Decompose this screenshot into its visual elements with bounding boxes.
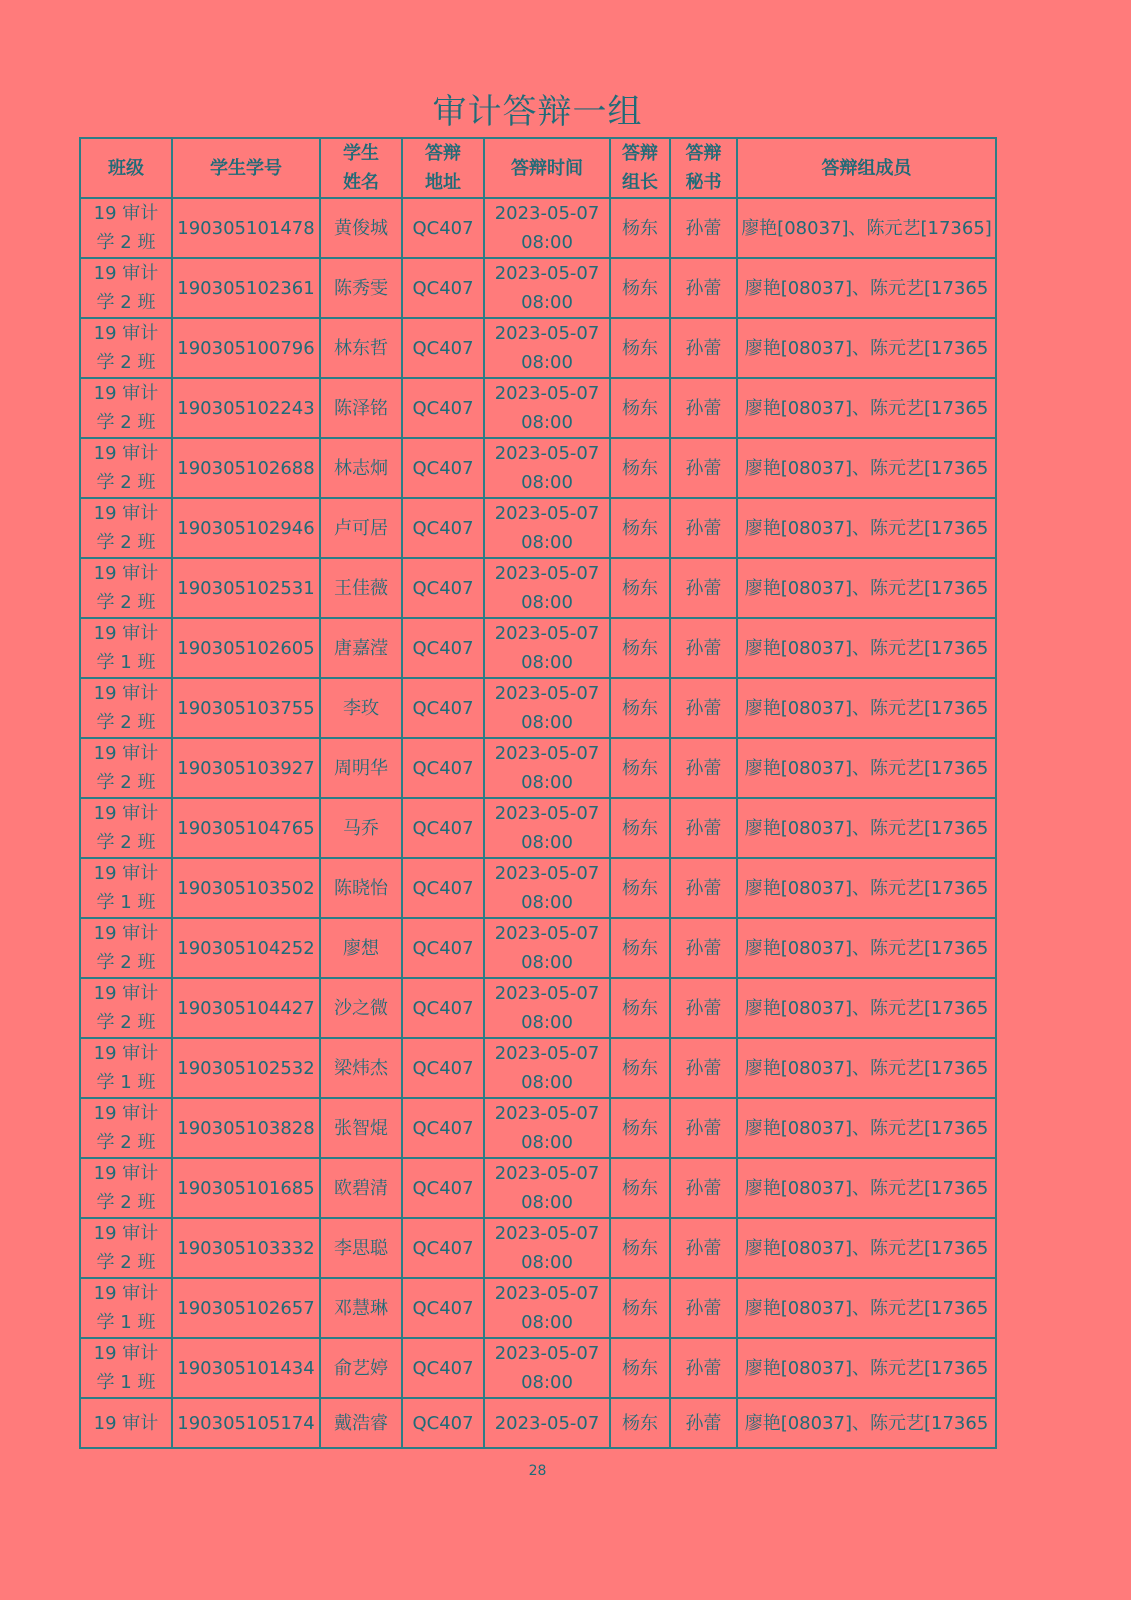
cell-student-id: 190305101685 [172,1158,320,1218]
defense-hour: 08:00 [521,952,573,973]
cell-student-id: 190305103927 [172,738,320,798]
defense-date: 2023-05-07 [494,203,600,224]
cell-student-id: 190305102946 [172,498,320,558]
table-row [80,1158,996,1218]
defense-hour: 08:00 [521,772,573,793]
cell-secretary: 孙蕾 [670,378,737,438]
cell-student-name: 陈晓怡 [320,858,402,918]
table-row [80,1338,996,1398]
cell-address: QC407 [402,798,484,858]
header-address [402,138,484,198]
cell-defense-time [484,678,610,738]
table-row [80,1098,996,1158]
defense-date: 2023-05-07 [494,323,600,344]
cell-leader: 杨东 [610,498,670,558]
cell-student-id: 190305104765 [172,798,320,858]
cell-student-id: 190305105174 [172,1398,320,1448]
class-line2: 学 2 班 [96,832,156,853]
class-line2: 学 1 班 [96,892,156,913]
cell-secretary: 孙蕾 [670,1038,737,1098]
cell-secretary: 孙蕾 [670,858,737,918]
cell-student-name: 张智焜 [320,1098,402,1158]
table-body [80,198,996,1448]
defense-hour: 08:00 [521,592,573,613]
cell-members: 廖艳[08037]、陈元艺[17365 [737,378,996,438]
cell-leader: 杨东 [610,978,670,1038]
cell-student-name: 林志炯 [320,438,402,498]
class-line1: 19 审计 [93,563,159,584]
defense-schedule-table [79,137,997,1449]
cell-address: QC407 [402,1218,484,1278]
header-leader [610,138,670,198]
cell-student-name: 王佳薇 [320,558,402,618]
cell-leader: 杨东 [610,1338,670,1398]
cell-address: QC407 [402,198,484,258]
cell-secretary: 孙蕾 [670,1158,737,1218]
cell-class [80,618,172,678]
cell-defense-time [484,1278,610,1338]
cell-student-name: 林东哲 [320,318,402,378]
cell-secretary: 孙蕾 [670,558,737,618]
cell-leader: 杨东 [610,318,670,378]
page-number: 28 [528,1463,547,1479]
cell-leader: 杨东 [610,1398,670,1448]
table-row [80,318,996,378]
cell-leader: 杨东 [610,798,670,858]
cell-address: QC407 [402,258,484,318]
cell-address: QC407 [402,1098,484,1158]
header-secretary-line1: 答辩 [685,143,722,164]
cell-student-id: 190305103332 [172,1218,320,1278]
class-line2: 学 2 班 [96,352,156,373]
class-line1: 19 审计 [93,803,159,824]
table-row [80,1278,996,1338]
defense-hour: 08:00 [521,292,573,313]
class-line1: 19 审计 [93,1343,159,1364]
cell-address: QC407 [402,378,484,438]
cell-class [80,1338,172,1398]
class-line1: 19 审计 [93,1043,159,1064]
cell-members: 廖艳[08037]、陈元艺[17365 [737,798,996,858]
header-leader-line1: 答辩 [622,143,658,164]
cell-student-name: 李玫 [320,678,402,738]
class-line1: 19 审计 [93,983,159,1004]
table-row [80,798,996,858]
cell-class [80,1158,172,1218]
cell-members: 廖艳[08037]、陈元艺[17365 [737,918,996,978]
table-row [80,198,996,258]
cell-secretary: 孙蕾 [670,438,737,498]
cell-leader: 杨东 [610,558,670,618]
cell-address: QC407 [402,678,484,738]
cell-address: QC407 [402,1398,484,1448]
cell-members: 廖艳[08037]、陈元艺[17365 [737,1398,996,1448]
cell-members: 廖艳[08037]、陈元艺[17365 [737,1278,996,1338]
table-row [80,858,996,918]
defense-date: 2023-05-07 [494,1343,600,1364]
defense-date: 2023-05-07 [494,1163,600,1184]
cell-defense-time [484,858,610,918]
defense-date: 2023-05-07 [494,443,600,464]
cell-secretary: 孙蕾 [670,618,737,678]
cell-student-name: 戴浩睿 [320,1398,402,1448]
table-row [80,1038,996,1098]
class-line1: 19 审计 [93,683,159,704]
defense-hour: 08:00 [521,232,573,253]
cell-student-name: 周明华 [320,738,402,798]
cell-leader: 杨东 [610,378,670,438]
cell-leader: 杨东 [610,198,670,258]
table-row [80,918,996,978]
cell-defense-time [484,198,610,258]
table-row [80,438,996,498]
cell-student-id: 190305102531 [172,558,320,618]
cell-leader: 杨东 [610,1158,670,1218]
cell-class [80,318,172,378]
cell-student-id: 190305103502 [172,858,320,918]
table-header-row [80,138,996,198]
class-line1: 19 审计 [93,383,159,404]
class-line2: 学 1 班 [96,1312,156,1333]
cell-secretary: 孙蕾 [670,1398,737,1448]
cell-student-name: 邓慧琳 [320,1278,402,1338]
cell-class [80,258,172,318]
cell-student-id: 190305102243 [172,378,320,438]
cell-defense-time [484,1338,610,1398]
cell-secretary: 孙蕾 [670,918,737,978]
defense-date: 2023-05-07 [494,683,600,704]
defense-date: 2023-05-07 [494,743,600,764]
defense-hour: 08:00 [521,412,573,433]
page-title: 审计答辩一组 [432,92,643,132]
cell-defense-time [484,378,610,438]
cell-secretary: 孙蕾 [670,1338,737,1398]
cell-student-name: 俞艺婷 [320,1338,402,1398]
class-line2: 学 2 班 [96,232,156,253]
cell-class [80,378,172,438]
cell-class [80,558,172,618]
defense-hour: 08:00 [521,652,573,673]
cell-defense-time [484,798,610,858]
defense-date: 2023-05-07 [494,863,600,884]
header-student-name [320,138,402,198]
cell-leader: 杨东 [610,1038,670,1098]
cell-members: 廖艳[08037]、陈元艺[17365 [737,258,996,318]
defense-date: 2023-05-07 [494,1043,600,1064]
cell-members: 廖艳[08037]、陈元艺[17365 [737,678,996,738]
cell-leader: 杨东 [610,1278,670,1338]
cell-defense-time [484,1098,610,1158]
cell-address: QC407 [402,1038,484,1098]
class-line1: 19 审计 [93,1223,159,1244]
cell-members: 廖艳[08037]、陈元艺[17365 [737,1098,996,1158]
cell-leader: 杨东 [610,918,670,978]
cell-class [80,438,172,498]
cell-leader: 杨东 [610,438,670,498]
class-line2: 学 2 班 [96,472,156,493]
defense-hour: 08:00 [521,1072,573,1093]
cell-student-name: 沙之微 [320,978,402,1038]
defense-hour: 08:00 [521,712,573,733]
cell-student-name: 马乔 [320,798,402,858]
cell-secretary: 孙蕾 [670,258,737,318]
cell-class [80,1038,172,1098]
cell-defense-time [484,978,610,1038]
header-name-line2: 姓名 [343,172,379,193]
cell-members: 廖艳[08037]、陈元艺[17365 [737,1338,996,1398]
defense-date: 2023-05-07 [494,263,600,284]
class-line1: 19 审计 [93,1412,159,1434]
table-row [80,378,996,438]
defense-date: 2023-05-07 [494,803,600,824]
defense-date: 2023-05-07 [494,923,600,944]
defense-hour: 08:00 [521,892,573,913]
cell-leader: 杨东 [610,738,670,798]
header-time: 答辩时间 [484,138,610,198]
cell-defense-time [484,918,610,978]
class-line1: 19 审计 [93,863,159,884]
header-address-line2: 地址 [425,172,461,193]
cell-address: QC407 [402,1158,484,1218]
cell-secretary: 孙蕾 [670,678,737,738]
table-row [80,558,996,618]
cell-class [80,498,172,558]
cell-address: QC407 [402,858,484,918]
cell-address: QC407 [402,618,484,678]
class-line1: 19 审计 [93,503,159,524]
cell-defense-time [484,618,610,678]
cell-defense-time [484,1218,610,1278]
cell-student-id: 190305104252 [172,918,320,978]
cell-address: QC407 [402,738,484,798]
defense-date: 2023-05-07 [494,983,600,1004]
cell-student-id: 190305104427 [172,978,320,1038]
header-members: 答辩组成员 [737,138,996,198]
cell-members: 廖艳[08037]、陈元艺[17365] [737,198,996,258]
cell-class [80,678,172,738]
cell-secretary: 孙蕾 [670,498,737,558]
class-line2: 学 1 班 [96,652,156,673]
cell-members: 廖艳[08037]、陈元艺[17365 [737,1038,996,1098]
cell-student-name: 唐嘉滢 [320,618,402,678]
cell-defense-time [484,1158,610,1218]
defense-date: 2023-05-07 [494,623,600,644]
cell-members: 廖艳[08037]、陈元艺[17365 [737,1158,996,1218]
cell-class [80,798,172,858]
cell-leader: 杨东 [610,858,670,918]
cell-leader: 杨东 [610,618,670,678]
class-line1: 19 审计 [93,1283,159,1304]
cell-secretary: 孙蕾 [670,978,737,1038]
defense-hour: 08:00 [521,472,573,493]
cell-student-name: 黄俊城 [320,198,402,258]
cell-address: QC407 [402,318,484,378]
cell-members: 廖艳[08037]、陈元艺[17365 [737,438,996,498]
header-secretary-line2: 秘书 [685,172,722,193]
cell-members: 廖艳[08037]、陈元艺[17365 [737,858,996,918]
cell-student-id: 190305102532 [172,1038,320,1098]
cell-student-name: 梁炜杰 [320,1038,402,1098]
cell-members: 廖艳[08037]、陈元艺[17365 [737,738,996,798]
header-secretary [670,138,737,198]
defense-hour: 08:00 [521,1372,573,1393]
table-row [80,738,996,798]
class-line1: 19 审计 [93,1163,159,1184]
cell-defense-time [484,558,610,618]
cell-members: 廖艳[08037]、陈元艺[17365 [737,1218,996,1278]
cell-address: QC407 [402,1338,484,1398]
class-line2: 学 2 班 [96,1192,156,1213]
cell-secretary: 孙蕾 [670,738,737,798]
class-line2: 学 2 班 [96,592,156,613]
cell-student-id: 190305101434 [172,1338,320,1398]
cell-student-id: 190305102657 [172,1278,320,1338]
defense-hour: 08:00 [521,1312,573,1333]
cell-student-id: 190305102688 [172,438,320,498]
cell-members: 廖艳[08037]、陈元艺[17365 [737,978,996,1038]
class-line2: 学 2 班 [96,952,156,973]
defense-date: 2023-05-07 [494,383,600,404]
header-student-id: 学生学号 [172,138,320,198]
defense-date: 2023-05-07 [494,1223,600,1244]
cell-class [80,918,172,978]
defense-hour: 08:00 [521,1192,573,1213]
class-line2: 学 2 班 [96,1252,156,1273]
cell-address: QC407 [402,438,484,498]
cell-address: QC407 [402,558,484,618]
table-row [80,618,996,678]
cell-defense-time [484,498,610,558]
cell-leader: 杨东 [610,1218,670,1278]
cell-defense-time [484,1398,610,1448]
cell-defense-time [484,258,610,318]
cell-class [80,858,172,918]
cell-defense-time [484,738,610,798]
cell-secretary: 孙蕾 [670,1098,737,1158]
cell-class [80,738,172,798]
cell-secretary: 孙蕾 [670,198,737,258]
cell-leader: 杨东 [610,1098,670,1158]
cell-student-name: 廖想 [320,918,402,978]
cell-class [80,1398,172,1448]
cell-secretary: 孙蕾 [670,1218,737,1278]
cell-class [80,1218,172,1278]
header-address-line1: 答辩 [425,143,461,164]
cell-secretary: 孙蕾 [670,798,737,858]
class-line2: 学 2 班 [96,1132,156,1153]
table-row [80,258,996,318]
cell-members: 廖艳[08037]、陈元艺[17365 [737,498,996,558]
cell-student-name: 陈泽铭 [320,378,402,438]
class-line2: 学 2 班 [96,712,156,733]
class-line1: 19 审计 [93,743,159,764]
class-line1: 19 审计 [93,923,159,944]
header-leader-line2: 组长 [622,172,658,193]
table-row [80,678,996,738]
class-line1: 19 审计 [93,323,159,344]
defense-hour: 08:00 [521,1252,573,1273]
class-line1: 19 审计 [93,623,159,644]
defense-hour: 08:00 [521,1012,573,1033]
class-line1: 19 审计 [93,263,159,284]
class-line2: 学 2 班 [96,412,156,433]
cell-student-id: 190305102605 [172,618,320,678]
cell-student-name: 卢可居 [320,498,402,558]
table-row [80,498,996,558]
table-row [80,1398,996,1448]
cell-class [80,198,172,258]
cell-student-id: 190305103755 [172,678,320,738]
cell-members: 廖艳[08037]、陈元艺[17365 [737,318,996,378]
cell-defense-time [484,1038,610,1098]
cell-address: QC407 [402,918,484,978]
header-name-line1: 学生 [343,143,379,164]
cell-class [80,1098,172,1158]
cell-student-id: 190305102361 [172,258,320,318]
cell-address: QC407 [402,1278,484,1338]
cell-class [80,1278,172,1338]
cell-members: 廖艳[08037]、陈元艺[17365 [737,618,996,678]
cell-student-name: 欧碧清 [320,1158,402,1218]
defense-hour: 08:00 [521,1132,573,1153]
cell-secretary: 孙蕾 [670,318,737,378]
defense-hour: 08:00 [521,832,573,853]
defense-hour: 08:00 [521,352,573,373]
cell-address: QC407 [402,498,484,558]
cell-leader: 杨东 [610,678,670,738]
defense-hour: 08:00 [521,532,573,553]
defense-date: 2023-05-07 [494,1412,600,1434]
cell-leader: 杨东 [610,258,670,318]
class-line2: 学 1 班 [96,1072,156,1093]
class-line2: 学 2 班 [96,532,156,553]
cell-defense-time [484,318,610,378]
cell-defense-time [484,438,610,498]
class-line2: 学 2 班 [96,772,156,793]
class-line1: 19 审计 [93,1103,159,1124]
defense-date: 2023-05-07 [494,563,600,584]
cell-secretary: 孙蕾 [670,1278,737,1338]
class-line2: 学 2 班 [96,292,156,313]
cell-student-id: 190305101478 [172,198,320,258]
table-row [80,1218,996,1278]
cell-student-name: 李思聪 [320,1218,402,1278]
defense-date: 2023-05-07 [494,1103,600,1124]
cell-address: QC407 [402,978,484,1038]
cell-members: 廖艳[08037]、陈元艺[17365 [737,558,996,618]
cell-student-id: 190305103828 [172,1098,320,1158]
class-line2: 学 2 班 [96,1012,156,1033]
table-row [80,978,996,1038]
defense-date: 2023-05-07 [494,1283,600,1304]
class-line1: 19 审计 [93,203,159,224]
class-line1: 19 审计 [93,443,159,464]
cell-class [80,978,172,1038]
cell-student-name: 陈秀雯 [320,258,402,318]
defense-date: 2023-05-07 [494,503,600,524]
class-line2: 学 1 班 [96,1372,156,1393]
header-class: 班级 [80,138,172,198]
cell-student-id: 190305100796 [172,318,320,378]
